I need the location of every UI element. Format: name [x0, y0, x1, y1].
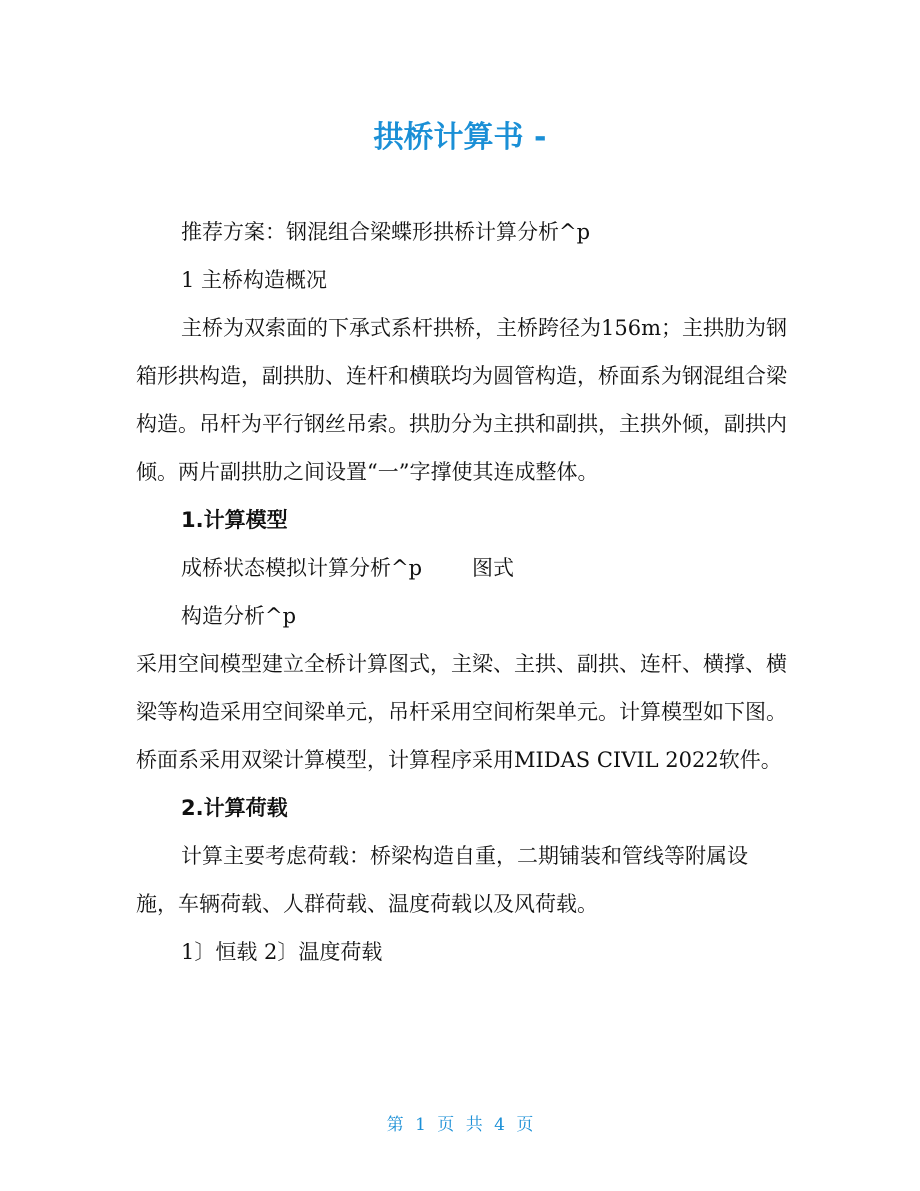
model-line-2: 构造分析^p	[181, 604, 297, 628]
page-footer: 第 1 页 共 4 页	[386, 1115, 534, 1135]
document-title: 拱桥计算书 -	[373, 120, 547, 155]
section-heading-loads: 2.计算荷载	[181, 796, 288, 820]
model-paragraph: 采用空间模型建立全桥计算图式，主梁、主拱、副拱、连杆、横撑、横梁等构造采用空间梁单元，吊杆采用空间桁架单元。计算模型如下图。桥面系采用双梁计算模型，计算程序采用MIDAS CIVIL 2022软件。	[136, 652, 787, 772]
section-heading-model: 1.计算模型	[181, 508, 288, 532]
recommend-line: 推荐方案：钢混组合梁蝶形拱桥计算分析^p	[181, 220, 591, 244]
loads-paragraph: 计算主要考虑荷载：桥梁构造自重，二期铺装和管线等附属设施，车辆荷载、人群荷载、温度荷载以及风荷载。	[136, 844, 748, 916]
model-line-1-figure: 图式	[472, 556, 515, 580]
loads-list: 1〕恒载 2〕温度荷载	[181, 940, 383, 964]
structure-paragraph: 主桥为双索面的下承式系杆拱桥，主桥跨径为156m；主拱肋为钢箱形拱构造，副拱肋、连杆和横联均为圆管构造，桥面系为钢混组合梁构造。吊杆为平行钢丝吊索。拱肋分为主拱和副拱，主拱外倾，副拱内倾。两片副拱肋之间设置“一”字撑使其连成整体。	[136, 316, 787, 484]
model-line-1-text: 成桥状态模拟计算分析^p	[181, 556, 423, 580]
document-body	[136, 208, 788, 976]
section-heading-structure: 1 主桥构造概况	[181, 268, 328, 292]
model-line-1	[136, 544, 788, 592]
